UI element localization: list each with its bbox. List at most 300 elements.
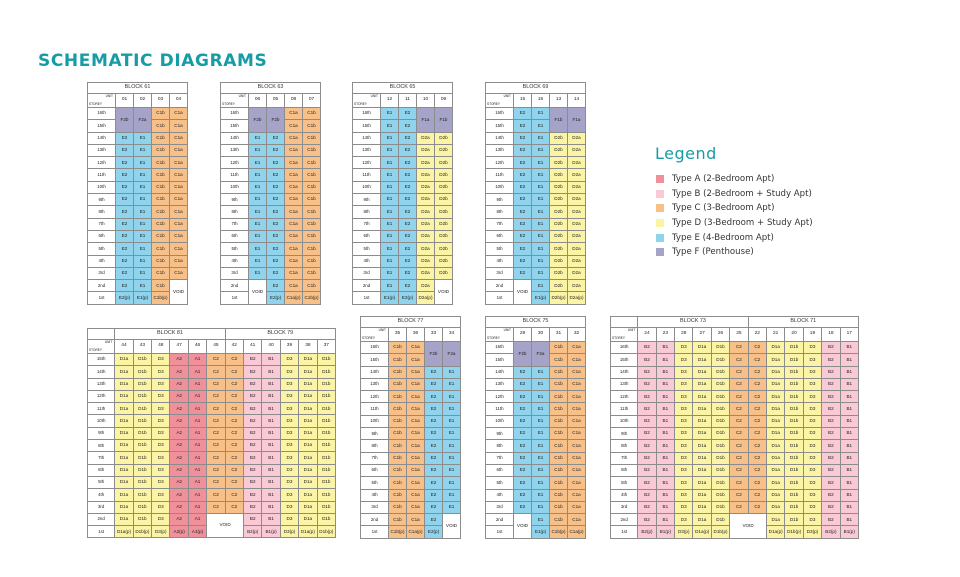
unit-cell: E2 <box>514 464 532 476</box>
unit-cell: E1 <box>249 255 267 267</box>
unit-cell: D1a <box>115 464 133 476</box>
unit-cell: E2 <box>514 403 532 415</box>
storey-cell: 6th <box>361 464 389 476</box>
unit-cell: B2 <box>822 415 840 427</box>
unit-cell: E1 <box>249 169 267 181</box>
unit-cell: C1a <box>170 243 188 255</box>
table-row <box>611 342 859 354</box>
unit-cell: D3 <box>675 342 693 354</box>
block-73-71-table <box>610 316 859 539</box>
block-81-79-table <box>87 328 336 538</box>
unit-cell: D3 <box>803 464 821 476</box>
unit-cell: D3 <box>803 378 821 390</box>
unit-cell: B2 <box>638 477 656 489</box>
unit-cell: D1b <box>785 464 803 476</box>
table-row <box>486 526 586 538</box>
unit-cell: B2 <box>638 415 656 427</box>
unit-cell: D2a <box>568 267 586 279</box>
unit-cell: D1b <box>711 489 729 501</box>
unit-cell: C1a(p) <box>285 292 303 304</box>
unit-cell: A1 <box>188 403 206 415</box>
unit-cell: C1b <box>152 280 170 292</box>
unit-cell: D2b <box>550 243 568 255</box>
unit-cell: E1 <box>532 501 550 513</box>
unit-cell: B1 <box>262 501 280 513</box>
table-row <box>88 427 336 439</box>
unit-cell: D1b <box>317 366 335 378</box>
void-cell: VOID <box>435 280 453 305</box>
unit-cell: D1a <box>767 428 785 440</box>
unit-cell: D3 <box>803 501 821 513</box>
block-title: BLOCK 69 <box>486 83 586 94</box>
type-c-swatch <box>656 204 664 212</box>
unit-cell: D1a <box>767 477 785 489</box>
storey-cell: 5th <box>611 477 638 489</box>
storey-cell: 16th <box>353 108 381 120</box>
unit-cell: E1 <box>532 230 550 242</box>
table-row <box>88 157 188 169</box>
unit-cell: D2a <box>417 194 435 206</box>
table-row <box>486 144 586 156</box>
table-row <box>486 292 586 304</box>
unit-cell: E1 <box>381 120 399 132</box>
storey-cell: 9th <box>611 428 638 440</box>
unit-cell: C1b <box>303 144 321 156</box>
unit-cell: D3 <box>152 415 170 427</box>
unit-cell: B1(p) <box>840 526 858 538</box>
unit-cell: D2a <box>417 169 435 181</box>
unit-cell: C1a <box>170 230 188 242</box>
legend-item-type-a <box>655 172 813 187</box>
unit-number: 11 <box>399 94 417 108</box>
unit-cell: D1a <box>693 440 711 452</box>
unit-cell: B2 <box>244 513 262 525</box>
unit-cell: D3 <box>152 427 170 439</box>
unit-cell: B2 <box>244 415 262 427</box>
unit-cell: E1 <box>381 255 399 267</box>
storey-cell: 1st <box>486 292 514 304</box>
unit-cell: E2 <box>514 144 532 156</box>
unit-cell: D1b <box>133 452 151 464</box>
unit-cell: B1 <box>656 464 674 476</box>
unit-cell: E1 <box>532 206 550 218</box>
unit-cell: E2 <box>116 144 134 156</box>
unit-cell: B2 <box>822 514 840 526</box>
storey-cell: 16th <box>361 342 389 354</box>
unit-cell: E2 <box>399 144 417 156</box>
unit-cell: C2 <box>748 342 766 354</box>
unit-cell: D1b <box>711 342 729 354</box>
unit-cell: E2 <box>267 144 285 156</box>
unit-cell: E2 <box>514 477 532 489</box>
storey-cell: 4th <box>611 489 638 501</box>
unit-cell: C2 <box>748 403 766 415</box>
unit-cell: B2(p) <box>244 526 262 538</box>
unit-cell: D1b <box>133 354 151 366</box>
unit-cell: C1b <box>550 440 568 452</box>
unit-cell: C2 <box>748 464 766 476</box>
table-row <box>88 366 336 378</box>
unit-cell: D3 <box>152 390 170 402</box>
unit-cell: C2 <box>730 391 748 403</box>
storey-cell: 4th <box>221 255 249 267</box>
unit-cell: C1b <box>550 477 568 489</box>
table-row <box>486 267 586 279</box>
unit-cell: D1b <box>317 476 335 488</box>
storey-cell: 13th <box>221 144 249 156</box>
unit-cell: E1 <box>532 514 550 526</box>
unit-cell: D1b <box>711 378 729 390</box>
type-e-swatch <box>656 234 664 242</box>
type-f-swatch <box>656 248 664 256</box>
unit-cell: D1a <box>115 354 133 366</box>
unit-cell: D1b <box>133 476 151 488</box>
unit-cell: B1 <box>656 378 674 390</box>
unit-cell: D2b <box>435 144 453 156</box>
unit-cell: E2 <box>116 243 134 255</box>
unit-cell: C1a <box>170 169 188 181</box>
unit-cell: B1 <box>262 354 280 366</box>
unit-cell: D1a <box>767 501 785 513</box>
unit-cell: D1b <box>133 366 151 378</box>
unit-cell: E1 <box>532 464 550 476</box>
unit-cell: B1 <box>656 391 674 403</box>
table-row <box>88 476 336 488</box>
table-row <box>486 218 586 230</box>
unit-number: 35 <box>389 328 407 342</box>
unit-cell: E1 <box>443 452 461 464</box>
unit-cell: B1 <box>840 391 858 403</box>
unit-cell: C2 <box>748 489 766 501</box>
table-row <box>88 132 188 144</box>
unit-cell: E2 <box>399 243 417 255</box>
unit-cell: D3 <box>675 464 693 476</box>
unit-cell: D1b <box>317 415 335 427</box>
storey-cell: 9th <box>361 428 389 440</box>
unit-cell: D1b <box>785 391 803 403</box>
unit-cell: A1 <box>188 476 206 488</box>
unit-cell: E1 <box>249 267 267 279</box>
unit-cell: D3 <box>675 489 693 501</box>
storey-cell: 8th <box>486 440 514 452</box>
storey-cell: 12th <box>221 157 249 169</box>
unit-cell: D3 <box>675 415 693 427</box>
unit-cell: E2 <box>399 181 417 193</box>
unit-cell: D3 <box>675 452 693 464</box>
unit-cell: E1 <box>381 169 399 181</box>
storey-cell: 3rd <box>611 501 638 513</box>
unit-cell: D1a <box>767 366 785 378</box>
unit-number: 21 <box>767 328 785 342</box>
unit-cell: E1(p) <box>134 292 152 304</box>
table-row <box>361 464 461 476</box>
unit-cell: D2b <box>435 243 453 255</box>
unit-cell: D2b <box>550 230 568 242</box>
storey-cell: 5th <box>486 477 514 489</box>
unit-cell: E2 <box>399 169 417 181</box>
unit-cell: D1b <box>317 452 335 464</box>
storey-label: STOREY <box>222 101 236 106</box>
table-row <box>88 440 336 452</box>
unit-cell: E2 <box>267 169 285 181</box>
unit-cell: E2 <box>399 230 417 242</box>
table-row <box>486 243 586 255</box>
unit-cell: D2b <box>435 267 453 279</box>
unit-cell: E1 <box>134 169 152 181</box>
unit-number: 05 <box>267 94 285 108</box>
unit-cell: C1b <box>303 108 321 120</box>
unit-cell: C2 <box>207 366 225 378</box>
unit-cell: C1b(p) <box>303 292 321 304</box>
unit-cell: A1 <box>188 452 206 464</box>
unit-cell: E1 <box>443 501 461 513</box>
unit-cell: A2 <box>170 415 188 427</box>
unit-cell: E1 <box>532 218 550 230</box>
table-row <box>361 391 461 403</box>
unit-cell: C2 <box>207 501 225 513</box>
storey-cell: 7th <box>361 452 389 464</box>
unit-cell: E1 <box>443 464 461 476</box>
unit-cell: C1b <box>303 230 321 242</box>
unit-cell: E2 <box>514 366 532 378</box>
unit-cell: D1b <box>317 501 335 513</box>
unit-cell: D3 <box>675 391 693 403</box>
block-title: BLOCK 73 <box>638 317 748 328</box>
unit-cell: C1b <box>389 354 407 366</box>
unit-cell: C1a <box>170 194 188 206</box>
table-row <box>611 391 859 403</box>
storey-cell: 3rd <box>88 501 115 513</box>
table-row <box>88 501 336 513</box>
storey-cell: 2nd <box>486 280 514 292</box>
block-63-table <box>220 82 321 305</box>
unit-number: 36 <box>407 328 425 342</box>
unit-cell: B2 <box>244 403 262 415</box>
unit-cell: C2 <box>207 415 225 427</box>
unit-cell: E2 <box>514 452 532 464</box>
unit-cell: B1 <box>840 440 858 452</box>
storey-cell: 16th <box>486 342 514 354</box>
unit-cell: D1b <box>317 440 335 452</box>
unit-cell: A2 <box>170 427 188 439</box>
table-row <box>221 230 321 242</box>
title-spacer <box>611 317 638 328</box>
unit-cell: B1 <box>840 415 858 427</box>
table-row <box>361 378 461 390</box>
unit-cell: B1 <box>656 489 674 501</box>
unit-cell: E2 <box>399 206 417 218</box>
unit-cell: C1a <box>170 157 188 169</box>
unit-cell: D2b <box>550 132 568 144</box>
unit-cell: C1a <box>285 169 303 181</box>
table-row <box>361 415 461 427</box>
unit-cell: D1a <box>767 452 785 464</box>
unit-cell: D1a <box>693 366 711 378</box>
unit-cell: C2 <box>730 378 748 390</box>
unit-cell: E1 <box>134 157 152 169</box>
storey-cell: 7th <box>88 452 115 464</box>
unit-cell: E2 <box>514 194 532 206</box>
storey-cell: 7th <box>88 218 116 230</box>
unit-cell: E2 <box>267 267 285 279</box>
unit-number: 07 <box>303 94 321 108</box>
unit-cell: C1a <box>285 108 303 120</box>
table-row <box>221 280 321 292</box>
unit-cell: C2 <box>225 354 243 366</box>
page-title: SCHEMATIC DIAGRAMS <box>38 51 268 71</box>
table-row <box>611 514 859 526</box>
unit-cell: D1a <box>693 391 711 403</box>
unit-cell: E2 <box>425 501 443 513</box>
unit-number: 12 <box>381 94 399 108</box>
unit-number: 43 <box>133 340 151 354</box>
unit-cell: D2b <box>550 280 568 292</box>
table-row <box>88 230 188 242</box>
unit-cell: E2 <box>514 267 532 279</box>
unit-cell: C2 <box>730 452 748 464</box>
void-cell: VOID <box>249 280 267 305</box>
table-row <box>486 477 586 489</box>
unit-cell: E1 <box>532 452 550 464</box>
unit-cell: D2b <box>435 132 453 144</box>
table-row <box>353 206 453 218</box>
unit-cell: E2 <box>399 255 417 267</box>
table-row <box>486 452 586 464</box>
unit-cell: D2b <box>550 169 568 181</box>
unit-cell: B2 <box>822 366 840 378</box>
unit-cell: D1a <box>299 378 317 390</box>
unit-cell: D3 <box>152 464 170 476</box>
unit-cell: A2 <box>170 513 188 525</box>
unit-number: 13 <box>550 94 568 108</box>
storey-cell: 14th <box>486 366 514 378</box>
unit-cell: E1 <box>249 194 267 206</box>
legend-label: Type E (4-Bedroom Apt) <box>672 232 774 243</box>
unit-cell: D1a <box>767 440 785 452</box>
unit-cell: C1a <box>285 218 303 230</box>
storey-cell: 7th <box>486 452 514 464</box>
unit-cell: C1a <box>568 366 586 378</box>
header-cell <box>486 328 514 342</box>
unit-cell: C1b <box>303 169 321 181</box>
table-row <box>611 440 859 452</box>
storey-cell: 16th <box>486 108 514 120</box>
unit-cell: D2a <box>568 243 586 255</box>
unit-cell: D3 <box>152 489 170 501</box>
unit-cell: E1(p) <box>532 526 550 538</box>
unit-cell: E2 <box>514 428 532 440</box>
unit-cell: E1 <box>134 132 152 144</box>
unit-cell: D3 <box>152 366 170 378</box>
storey-cell: 1st <box>486 526 514 538</box>
unit-cell: E2 <box>399 280 417 292</box>
unit-cell: D1b <box>785 366 803 378</box>
unit-cell: D1a(p) <box>299 526 317 538</box>
unit-number: 03 <box>152 94 170 108</box>
unit-cell: B2 <box>638 452 656 464</box>
header-cell <box>486 94 514 108</box>
block-title: BLOCK 61 <box>88 83 188 94</box>
unit-cell: C1b <box>550 428 568 440</box>
storey-cell: 12th <box>88 390 115 402</box>
table-row <box>486 206 586 218</box>
unit-cell: D1b <box>785 514 803 526</box>
unit-cell: E1 <box>381 144 399 156</box>
unit-cell: D2b <box>550 144 568 156</box>
unit-cell: E1 <box>249 181 267 193</box>
table-row <box>353 255 453 267</box>
storey-cell: 7th <box>221 218 249 230</box>
unit-cell: D2a <box>417 267 435 279</box>
unit-label: UNIT <box>503 94 511 98</box>
unit-cell: D1b <box>785 378 803 390</box>
table-row <box>611 403 859 415</box>
table-row <box>486 169 586 181</box>
table-row <box>353 243 453 255</box>
table-row <box>221 255 321 267</box>
unit-number: 10 <box>417 94 435 108</box>
storey-cell: 16th <box>611 342 638 354</box>
unit-cell: D3 <box>152 440 170 452</box>
table-row <box>486 464 586 476</box>
legend-label: Type A (2-Bedroom Apt) <box>672 174 775 185</box>
unit-cell: A1 <box>188 427 206 439</box>
header-cell <box>611 328 638 342</box>
unit-cell: C1a <box>285 181 303 193</box>
unit-cell: C1a <box>170 181 188 193</box>
unit-cell: E2 <box>116 255 134 267</box>
unit-cell: E1 <box>532 108 550 120</box>
storey-cell: 14th <box>221 132 249 144</box>
unit-number: 40 <box>262 340 280 354</box>
unit-cell: C1b <box>389 452 407 464</box>
unit-cell: D2b <box>550 255 568 267</box>
table-row <box>221 181 321 193</box>
block-title: BLOCK 79 <box>225 329 335 340</box>
table-row <box>88 390 336 402</box>
unit-cell: B2 <box>244 452 262 464</box>
unit-cell: D1a <box>693 452 711 464</box>
unit-cell: E2 <box>514 391 532 403</box>
unit-cell: E1 <box>532 280 550 292</box>
unit-cell: D1a <box>767 403 785 415</box>
unit-cell: D1a <box>299 513 317 525</box>
unit-cell: D3 <box>280 415 298 427</box>
table-row <box>353 181 453 193</box>
unit-cell: D1a <box>115 452 133 464</box>
table-row <box>611 452 859 464</box>
unit-cell: D2a <box>417 144 435 156</box>
unit-cell: D1b <box>711 366 729 378</box>
unit-cell: D1b <box>133 403 151 415</box>
unit-cell: C2 <box>225 390 243 402</box>
unit-cell: B2 <box>244 464 262 476</box>
table-row <box>361 403 461 415</box>
unit-cell: A2 <box>170 452 188 464</box>
unit-cell: B1 <box>840 428 858 440</box>
storey-cell: 11th <box>353 169 381 181</box>
table-row <box>221 194 321 206</box>
storey-cell: 12th <box>486 391 514 403</box>
unit-cell: C1a <box>568 501 586 513</box>
table-row <box>221 243 321 255</box>
unit-cell: E2 <box>425 378 443 390</box>
unit-cell: C1a <box>407 378 425 390</box>
unit-cell: B1 <box>262 513 280 525</box>
unit-cell: B2 <box>822 489 840 501</box>
table-row <box>88 194 188 206</box>
unit-cell: C1b <box>389 378 407 390</box>
